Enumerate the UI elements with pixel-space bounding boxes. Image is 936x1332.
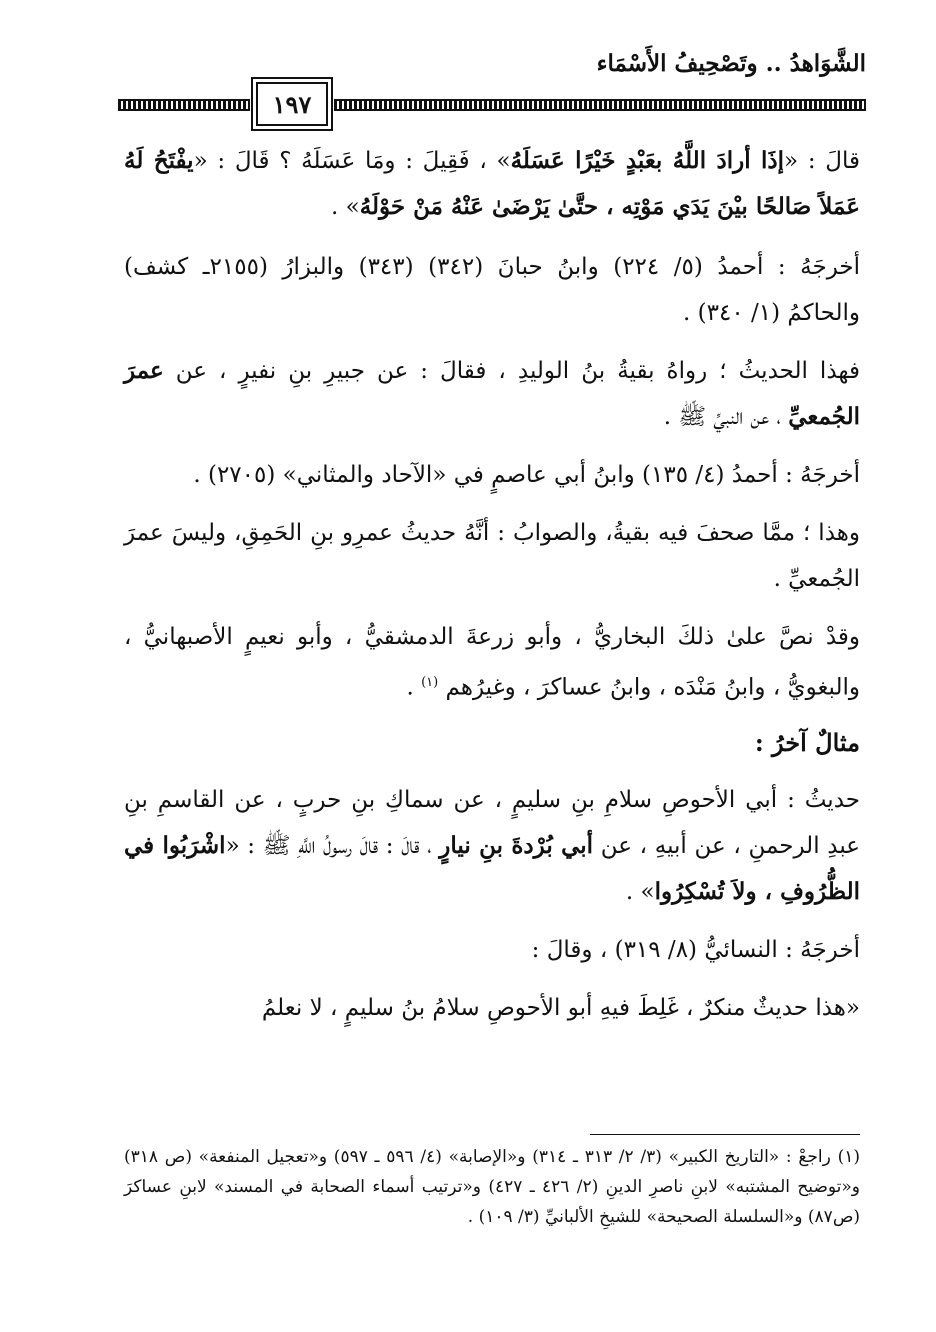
paragraph-second-hadith [124, 777, 860, 915]
main-text [124, 138, 860, 1043]
text-span: . [406, 674, 422, 701]
narrator-name: عمرَ الجُمعيِّ [124, 357, 860, 430]
paragraph-analysis [124, 348, 860, 440]
text-span: ، عن النبيِّ ﷺ . [663, 404, 789, 430]
narrator-name: أبي بُرْدةَ بنِ نيارٍ [439, 831, 594, 859]
hadith-text: اشْرَبُوا في الظُّرُوفِ ، ولاَ تُسْكِرُوا [124, 831, 860, 905]
hadith-text: إذَا أرادَ اللَّهُ بعَبْدٍ خَيْرًا عَسَلَهُ [510, 147, 785, 174]
running-title: الشَّوَاهدُ .. وتَصْحِيفُ الأَسْمَاء [596, 50, 866, 77]
paragraph-hadith [124, 138, 860, 230]
footnote-separator [590, 1134, 860, 1135]
paragraph-takhrij-3: أخرجَهُ : النسائيُّ (٨/ ٣١٩) ، وقالَ : [531, 936, 860, 963]
text-span: ، قالَ : قالَ رسولُ اللَّهِ ﷺ : « [225, 832, 440, 859]
footnote-marker: (١) [421, 675, 439, 690]
paragraph-quote: «هذا حديثٌ منكرٌ ، غَلِطَ فيهِ أبو الأحوصِ سلامُ بنُ سليمٍ ، لا نعلمُ [261, 994, 860, 1021]
paragraph-scholars [124, 614, 860, 711]
text-span: » . [331, 194, 360, 220]
text-span: » ، فَقِيلَ : ومَا عَسَلَهُ ؟ قَالَ : « [193, 148, 511, 174]
footnote: (١) راجعْ : «التاريخ الكبير» (٣/ ٢/ ٣١٣ ـ ٣١٤) و«الإصابة» (٤/ ٥٩٦ ـ ٥٩٧) و«تعجيل المنفعة» (ص ٣١٨) و«توضيح المشتبه» لابنِ ناصرِ الدينِ (٢/ ٤٢٦ ـ ٤٢٧) و«ترتيب أسماء الصحابة في المسند» لابنِ عساكرَ (ص٨٧) و«السلسلة الصحيحة» للشيخِ الألبانيِّ (٣/ ١٠٩) . [124, 1147, 860, 1227]
page-number: ١٩٧ [256, 82, 328, 126]
section-heading: مثالٌ آخرُ : [754, 727, 860, 757]
header-rule-right [334, 99, 866, 111]
paragraph-correction: وهذا ؛ ممَّا صحفَ فيه بقيةُ، والصوابُ : أنَّهُ حديثُ عمرِو بنِ الحَمِقِ، وليسَ عمرَ الجُمعيِّ . [124, 520, 861, 592]
text-span: فهذا الحديثُ ؛ رواهُ بقيةُ بنُ الوليدِ ، فقالَ : عن جبيرِ بنِ نفيرٍ ، عن [163, 358, 860, 384]
text-span: حديثُ : أبي الأحوصِ سلامِ بنِ سليمٍ ، عن سماكِ بنِ حربٍ ، عن القاسمِ بنِ عبدِ الرحمنِ ، عن أبيهِ ، عن [124, 786, 860, 859]
paragraph-takhrij-2: أخرجَهُ : أحمدُ (٤/ ١٣٥) وابنُ أبي عاصمٍ في «الآحاد والمثاني» (٢٧٠٥) . [193, 462, 860, 488]
text-span: » . [625, 878, 655, 905]
hadith-text: يفْتَحُ لَهُ عَمَلاً صَالحًا بيْنَ يَدَي مَوْتِه ، حتَّىٰ يَرْضَىٰ عَنْهُ مَنْ حَوْلَهُ [124, 147, 860, 220]
text-span: قالَ : « [784, 148, 861, 174]
text-span: وقدْ نصَّ علىٰ ذلكَ البخاريُّ ، وأبو زرعةَ الدمشقيُّ ، وأبو نعيمٍ الأصبهانيُّ ، والبغويُّ ، وابنُ مَنْدَه ، وابنُ عساكرَ ، وغيرُهم [124, 624, 860, 701]
paragraph-takhrij-1: أخرجَهُ : أحمدُ (٥/ ٢٢٤) وابنُ حبانَ (٣٤٢) (٣٤٣) والبزارُ (٢١٥٥ـ كشف) والحاكمُ (١/ ٣٤٠) . [124, 254, 861, 326]
header-bar [118, 82, 866, 119]
header-rule-left [118, 99, 250, 111]
